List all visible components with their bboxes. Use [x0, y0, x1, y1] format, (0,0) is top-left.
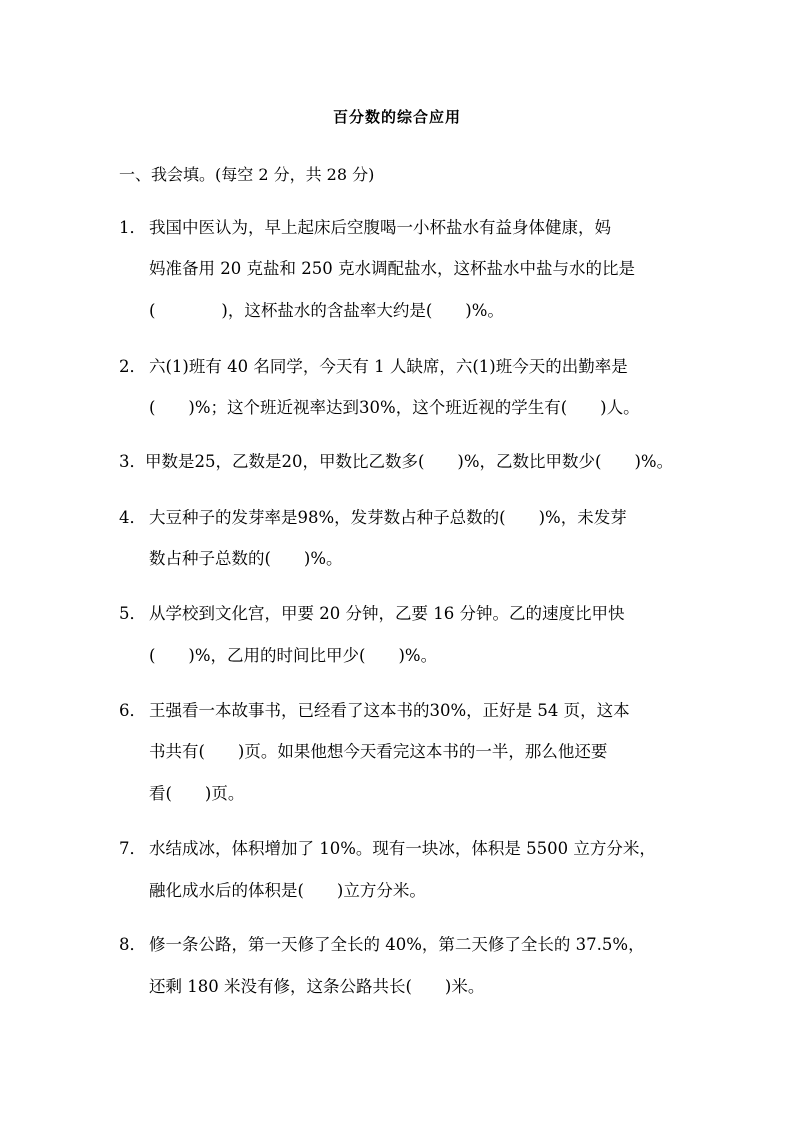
- question-5-line-1: [119, 604, 624, 624]
- question-2-line-2: ( )%；这个班近视率达到30%，这个班近视的学生有( )人。: [149, 398, 640, 417]
- question-1-line-3: ( )，这杯盐水的含盐率大约是( )%。: [149, 301, 504, 320]
- question-3-line-1: [119, 452, 673, 472]
- question-8-line-1: [119, 935, 645, 955]
- question-8-line-2: 还剩 180 米没有修，这条公路共长( )米。: [149, 977, 485, 996]
- question-text: 修一条公路，第一天修了全长的 40%，第二天修了全长的 37.5%，: [149, 935, 645, 954]
- question-number: 4．: [119, 508, 146, 527]
- question-6-line-2: 书共有( )页。如果他想今天看完这本书的一半，那么他还要: [149, 742, 608, 761]
- section-heading: 一、我会填。(每空 2 分，共 28 分): [119, 165, 375, 184]
- question-1-line-1: [119, 218, 611, 238]
- question-text: 王强看一本故事书，已经看了这本书的30%，正好是 54 页，这本: [149, 701, 630, 720]
- question-text: 水结成冰，体积增加了 10%。现有一块冰，体积是 5500 立方分米，: [149, 839, 656, 858]
- question-2-line-1: [119, 357, 628, 377]
- question-number: 3．: [119, 452, 146, 471]
- question-6-line-1: [119, 701, 630, 721]
- question-text: 甲数是25，乙数是20，甲数比乙数多( )%，乙数比甲数少( )%。: [145, 452, 674, 471]
- question-7-line-1: [119, 839, 656, 859]
- question-6-line-3: 看( )页。: [149, 784, 245, 803]
- question-5-line-2: ( )%，乙用的时间比甲少( )%。: [149, 646, 438, 665]
- question-number: 1．: [119, 218, 146, 237]
- page-title: 百分数的综合应用: [332, 108, 461, 126]
- question-text: 我国中医认为，早上起床后空腹喝一小杯盐水有益身体健康，妈: [149, 218, 611, 237]
- question-7-line-2: 融化成水后的体积是( )立方分米。: [149, 881, 426, 900]
- question-4-line-1: [119, 508, 627, 528]
- question-number: 5．: [119, 604, 146, 623]
- question-4-line-2: 数占种子总数的( )%。: [149, 549, 343, 568]
- question-number: 2．: [119, 357, 146, 376]
- question-1-line-2: 妈准备用 20 克盐和 250 克水调配盐水，这杯盐水中盐与水的比是: [149, 259, 635, 278]
- question-text: 大豆种子的发芽率是98%，发芽数占种子总数的( )%，未发芽: [149, 508, 627, 527]
- question-number: 7．: [119, 839, 146, 858]
- question-number: 8．: [119, 935, 146, 954]
- question-text: 六(1)班有 40 名同学，今天有 1 人缺席，六(1)班今天的出勤率是: [149, 357, 628, 376]
- question-number: 6．: [119, 701, 146, 720]
- question-text: 从学校到文化宫，甲要 20 分钟，乙要 16 分钟。乙的速度比甲快: [149, 604, 625, 623]
